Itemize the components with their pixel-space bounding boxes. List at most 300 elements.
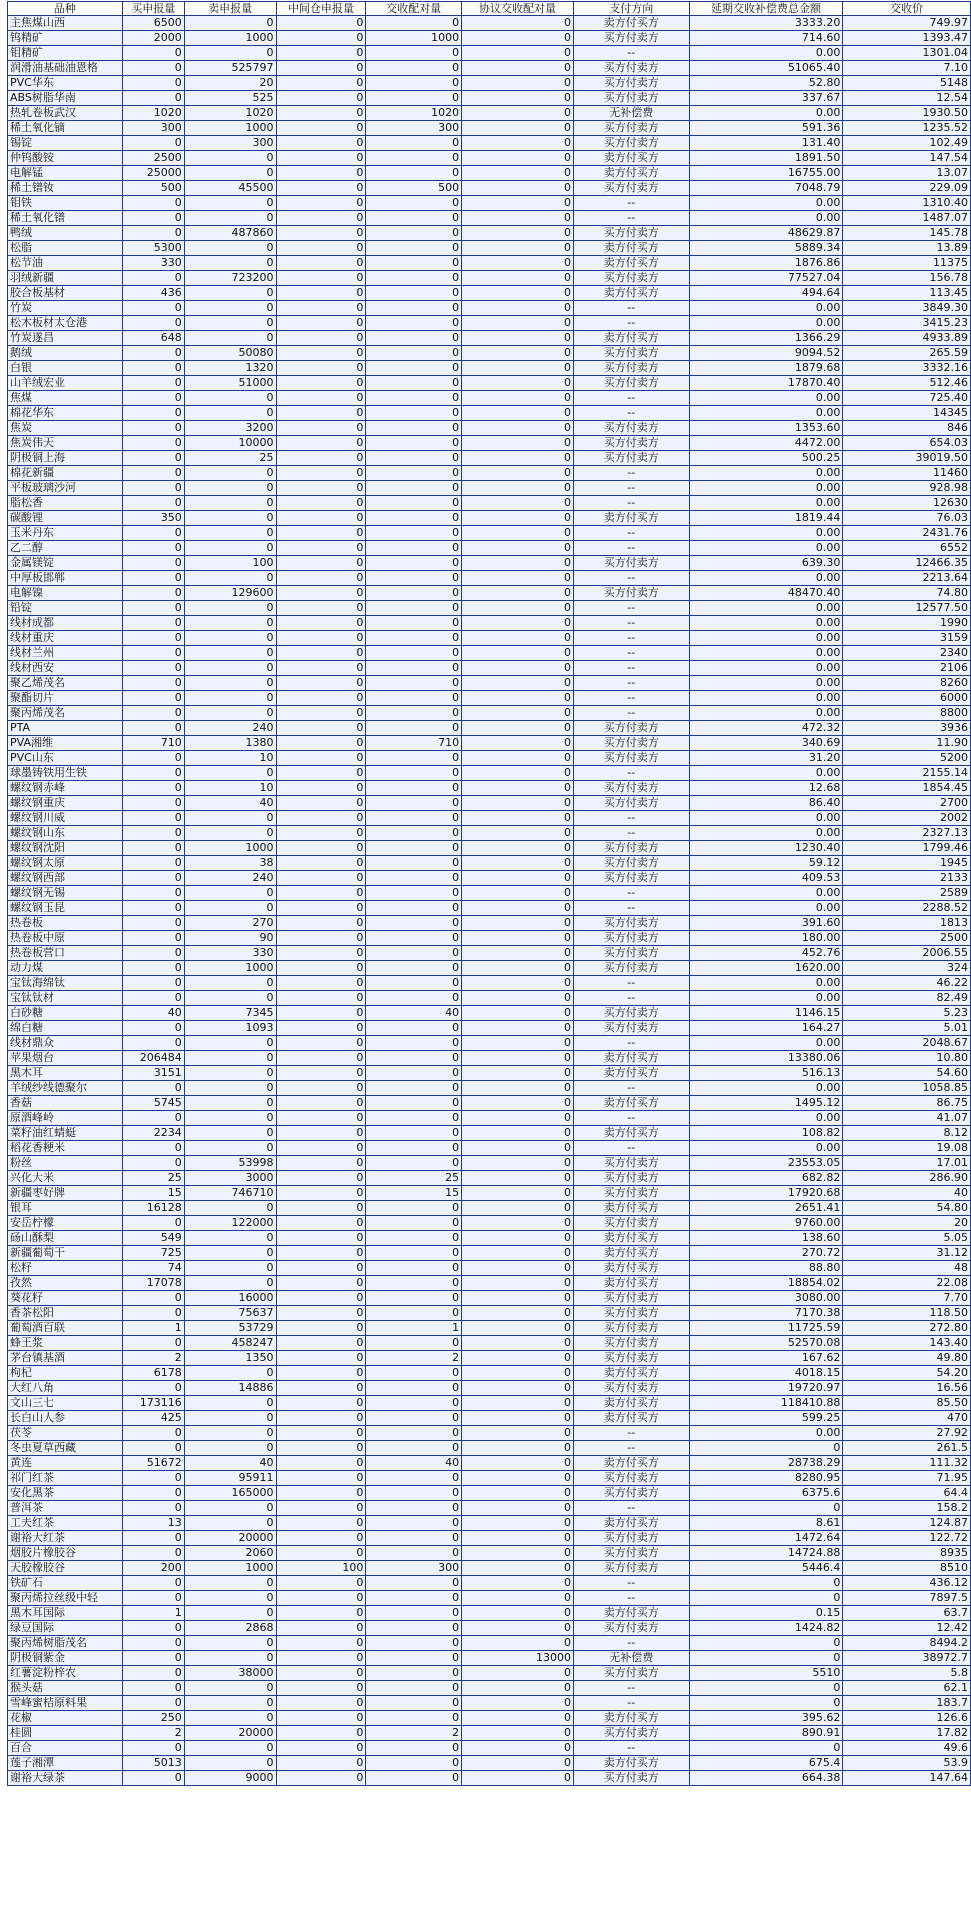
cell-sell-qty: 0: [184, 1111, 276, 1126]
cell-buy-qty: 0: [122, 481, 184, 496]
cell-name: 球墨铸铁用生铁: [8, 766, 123, 781]
cell-agreement-qty: 0: [462, 1576, 574, 1591]
cell-name: 苹果烟台: [8, 1051, 123, 1066]
cell-sell-qty: 1320: [184, 361, 276, 376]
cell-mid-qty: 0: [276, 451, 366, 466]
cell-mid-qty: 0: [276, 1681, 366, 1696]
cell-compensation: 0.00: [689, 661, 843, 676]
cell-pay-direction: 买方付卖方: [573, 1216, 689, 1231]
cell-settle-price: 1945: [843, 856, 971, 871]
cell-sell-qty: 0: [184, 1246, 276, 1261]
cell-sell-qty: 0: [184, 1411, 276, 1426]
cell-compensation: 599.25: [689, 1411, 843, 1426]
cell-pay-direction: --: [573, 406, 689, 421]
cell-agreement-qty: 0: [462, 1066, 574, 1081]
table-row: [8, 961, 971, 976]
table-row: [8, 1246, 971, 1261]
table-row: [8, 301, 971, 316]
cell-match-qty: 0: [366, 1591, 462, 1606]
cell-match-qty: 0: [366, 1306, 462, 1321]
cell-settle-price: 7897.5: [843, 1591, 971, 1606]
cell-pay-direction: 买方付卖方: [573, 1351, 689, 1366]
table-row: [8, 121, 971, 136]
cell-name: 猴头菇: [8, 1681, 123, 1696]
cell-name: PVC华东: [8, 76, 123, 91]
cell-buy-qty: 5013: [122, 1756, 184, 1771]
table-row: [8, 781, 971, 796]
cell-buy-qty: 0: [122, 211, 184, 226]
cell-pay-direction: --: [573, 661, 689, 676]
cell-pay-direction: 买方付卖方: [573, 946, 689, 961]
cell-compensation: 0: [689, 1576, 843, 1591]
cell-match-qty: 40: [366, 1006, 462, 1021]
cell-buy-qty: 0: [122, 601, 184, 616]
cell-settle-price: 2002: [843, 811, 971, 826]
cell-mid-qty: 0: [276, 76, 366, 91]
cell-sell-qty: 51000: [184, 376, 276, 391]
cell-pay-direction: 无补偿费: [573, 1651, 689, 1666]
cell-sell-qty: 9000: [184, 1771, 276, 1786]
cell-buy-qty: 0: [122, 556, 184, 571]
table-row: [8, 1741, 971, 1756]
cell-match-qty: 0: [366, 211, 462, 226]
table-row: [8, 1531, 971, 1546]
cell-settle-price: 749.97: [843, 16, 971, 31]
cell-compensation: 1230.40: [689, 841, 843, 856]
cell-compensation: 0.00: [689, 676, 843, 691]
table-row: [8, 1336, 971, 1351]
cell-name: 山羊绒宏业: [8, 376, 123, 391]
cell-mid-qty: 0: [276, 1456, 366, 1471]
col-header-match-qty: 交收配对量: [366, 2, 462, 16]
cell-compensation: 1819.44: [689, 511, 843, 526]
cell-name: 聚酯切片: [8, 691, 123, 706]
cell-agreement-qty: 0: [462, 1456, 574, 1471]
cell-settle-price: 928.98: [843, 481, 971, 496]
cell-buy-qty: 0: [122, 661, 184, 676]
cell-mid-qty: 0: [276, 1156, 366, 1171]
cell-agreement-qty: 0: [462, 691, 574, 706]
cell-compensation: 0.00: [689, 811, 843, 826]
cell-name: 谢裕大绿茶: [8, 1771, 123, 1786]
cell-match-qty: 0: [366, 916, 462, 931]
cell-compensation: 0.00: [689, 1036, 843, 1051]
cell-buy-qty: 0: [122, 61, 184, 76]
cell-agreement-qty: 0: [462, 706, 574, 721]
cell-buy-qty: 0: [122, 376, 184, 391]
table-row: [8, 571, 971, 586]
cell-buy-qty: 0: [122, 316, 184, 331]
cell-sell-qty: 240: [184, 871, 276, 886]
cell-pay-direction: 买方付卖方: [573, 1726, 689, 1741]
cell-match-qty: 710: [366, 736, 462, 751]
cell-pay-direction: 买方付卖方: [573, 436, 689, 451]
cell-settle-price: 8935: [843, 1546, 971, 1561]
cell-compensation: 0.00: [689, 976, 843, 991]
cell-sell-qty: 0: [184, 901, 276, 916]
cell-agreement-qty: 0: [462, 1756, 574, 1771]
cell-agreement-qty: 0: [462, 211, 574, 226]
cell-agreement-qty: 0: [462, 1021, 574, 1036]
cell-settle-price: 8510: [843, 1561, 971, 1576]
table-row: [8, 376, 971, 391]
cell-match-qty: 0: [366, 1276, 462, 1291]
cell-match-qty: 0: [366, 691, 462, 706]
cell-match-qty: 0: [366, 481, 462, 496]
cell-pay-direction: 买方付卖方: [573, 181, 689, 196]
cell-match-qty: 0: [366, 631, 462, 646]
col-header-sell-qty: 卖申报量: [184, 2, 276, 16]
cell-compensation: 0.00: [689, 901, 843, 916]
cell-mid-qty: 0: [276, 466, 366, 481]
cell-name: 中厚板邯郸: [8, 571, 123, 586]
cell-name: 竹炭: [8, 301, 123, 316]
cell-pay-direction: 买方付卖方: [573, 556, 689, 571]
cell-agreement-qty: 0: [462, 631, 574, 646]
cell-pay-direction: 卖方付买方: [573, 1261, 689, 1276]
cell-buy-qty: 0: [122, 886, 184, 901]
cell-mid-qty: 0: [276, 661, 366, 676]
cell-agreement-qty: 0: [462, 1231, 574, 1246]
cell-name: 孜然: [8, 1276, 123, 1291]
cell-match-qty: 0: [366, 1066, 462, 1081]
cell-settle-price: 8.12: [843, 1126, 971, 1141]
cell-compensation: 0.00: [689, 46, 843, 61]
cell-buy-qty: 0: [122, 361, 184, 376]
cell-settle-price: 12577.50: [843, 601, 971, 616]
cell-settle-price: 8800: [843, 706, 971, 721]
cell-agreement-qty: 0: [462, 1096, 574, 1111]
cell-match-qty: 0: [366, 886, 462, 901]
cell-buy-qty: 0: [122, 1591, 184, 1606]
cell-settle-price: 512.46: [843, 376, 971, 391]
cell-compensation: 48470.40: [689, 586, 843, 601]
cell-settle-price: 1799.46: [843, 841, 971, 856]
cell-compensation: 0: [689, 1696, 843, 1711]
cell-name: 宝钛海绵钛: [8, 976, 123, 991]
cell-match-qty: 0: [366, 1486, 462, 1501]
cell-mid-qty: 0: [276, 391, 366, 406]
cell-settle-price: 11375: [843, 256, 971, 271]
cell-pay-direction: 卖方付买方: [573, 286, 689, 301]
cell-buy-qty: 300: [122, 121, 184, 136]
cell-match-qty: 40: [366, 1456, 462, 1471]
cell-pay-direction: --: [573, 691, 689, 706]
table-row: [8, 721, 971, 736]
cell-settle-price: 5200: [843, 751, 971, 766]
cell-mid-qty: 0: [276, 931, 366, 946]
cell-pay-direction: 买方付卖方: [573, 1336, 689, 1351]
cell-match-qty: 0: [366, 766, 462, 781]
cell-pay-direction: 卖方付买方: [573, 1231, 689, 1246]
cell-sell-qty: 0: [184, 1126, 276, 1141]
table-row: [8, 1321, 971, 1336]
cell-agreement-qty: 0: [462, 286, 574, 301]
cell-pay-direction: 买方付卖方: [573, 736, 689, 751]
cell-settle-price: 143.40: [843, 1336, 971, 1351]
cell-name: 热卷板营口: [8, 946, 123, 961]
cell-agreement-qty: 0: [462, 46, 574, 61]
cell-compensation: 118410.88: [689, 1396, 843, 1411]
cell-sell-qty: 0: [184, 571, 276, 586]
cell-compensation: 5889.34: [689, 241, 843, 256]
cell-buy-qty: 1: [122, 1606, 184, 1621]
cell-name: 聚丙烯拉丝级中轻: [8, 1591, 123, 1606]
cell-buy-qty: 0: [122, 1336, 184, 1351]
table-row: [8, 1636, 971, 1651]
cell-compensation: 675.4: [689, 1756, 843, 1771]
cell-mid-qty: 0: [276, 1261, 366, 1276]
cell-pay-direction: --: [573, 1696, 689, 1711]
cell-match-qty: 0: [366, 1291, 462, 1306]
cell-mid-qty: 0: [276, 811, 366, 826]
cell-sell-qty: 0: [184, 811, 276, 826]
table-row: [8, 1351, 971, 1366]
cell-match-qty: 0: [366, 1111, 462, 1126]
cell-mid-qty: 0: [276, 1246, 366, 1261]
cell-mid-qty: 0: [276, 481, 366, 496]
cell-pay-direction: --: [573, 196, 689, 211]
cell-mid-qty: 0: [276, 106, 366, 121]
cell-mid-qty: 0: [276, 676, 366, 691]
table-row: [8, 1171, 971, 1186]
cell-match-qty: 0: [366, 1576, 462, 1591]
cell-match-qty: 0: [366, 1141, 462, 1156]
cell-settle-price: 10.80: [843, 1051, 971, 1066]
cell-mid-qty: 0: [276, 496, 366, 511]
cell-buy-qty: 0: [122, 301, 184, 316]
cell-agreement-qty: 0: [462, 901, 574, 916]
cell-agreement-qty: 0: [462, 1336, 574, 1351]
cell-name: 线材重庆: [8, 631, 123, 646]
cell-pay-direction: --: [573, 466, 689, 481]
cell-name: 黄连: [8, 1456, 123, 1471]
cell-match-qty: 0: [366, 541, 462, 556]
cell-mid-qty: 0: [276, 406, 366, 421]
col-header-agreement-qty: 协议交收配对量: [462, 2, 574, 16]
cell-mid-qty: 0: [276, 1576, 366, 1591]
cell-mid-qty: 0: [276, 1741, 366, 1756]
table-row: [8, 151, 971, 166]
table-row: [8, 1111, 971, 1126]
cell-buy-qty: 725: [122, 1246, 184, 1261]
table-row: [8, 931, 971, 946]
settlement-table: [7, 1, 971, 1786]
table-row: [8, 856, 971, 871]
cell-compensation: 0.00: [689, 886, 843, 901]
cell-pay-direction: 买方付卖方: [573, 916, 689, 931]
cell-sell-qty: 0: [184, 211, 276, 226]
cell-pay-direction: --: [573, 1036, 689, 1051]
table-row: [8, 511, 971, 526]
cell-match-qty: 0: [366, 1681, 462, 1696]
cell-mid-qty: 0: [276, 1426, 366, 1441]
cell-compensation: 1472.64: [689, 1531, 843, 1546]
cell-match-qty: 0: [366, 1036, 462, 1051]
cell-name: 线材成都: [8, 616, 123, 631]
cell-compensation: 8280.95: [689, 1471, 843, 1486]
cell-mid-qty: 0: [276, 1231, 366, 1246]
cell-mid-qty: 0: [276, 871, 366, 886]
cell-agreement-qty: 0: [462, 1036, 574, 1051]
cell-sell-qty: 0: [184, 1396, 276, 1411]
cell-agreement-qty: 0: [462, 256, 574, 271]
cell-agreement-qty: 0: [462, 406, 574, 421]
table-row: [8, 1426, 971, 1441]
cell-sell-qty: 0: [184, 406, 276, 421]
cell-sell-qty: 458247: [184, 1336, 276, 1351]
cell-match-qty: 0: [366, 286, 462, 301]
cell-sell-qty: 0: [184, 601, 276, 616]
cell-settle-price: 12.54: [843, 91, 971, 106]
cell-mid-qty: 0: [276, 1651, 366, 1666]
cell-pay-direction: 买方付卖方: [573, 586, 689, 601]
cell-mid-qty: 0: [276, 856, 366, 871]
cell-settle-price: 2431.76: [843, 526, 971, 541]
cell-mid-qty: 0: [276, 751, 366, 766]
cell-match-qty: 0: [366, 976, 462, 991]
cell-compensation: 0: [689, 1441, 843, 1456]
cell-settle-price: 124.87: [843, 1516, 971, 1531]
cell-name: 棉花华东: [8, 406, 123, 421]
cell-buy-qty: 0: [122, 526, 184, 541]
cell-settle-price: 725.40: [843, 391, 971, 406]
cell-agreement-qty: 0: [462, 421, 574, 436]
cell-settle-price: 1990: [843, 616, 971, 631]
cell-buy-qty: 0: [122, 751, 184, 766]
cell-buy-qty: 51672: [122, 1456, 184, 1471]
cell-sell-qty: 0: [184, 631, 276, 646]
cell-compensation: 7170.38: [689, 1306, 843, 1321]
cell-settle-price: 48: [843, 1261, 971, 1276]
cell-name: 热轧卷板武汉: [8, 106, 123, 121]
cell-settle-price: 286.90: [843, 1171, 971, 1186]
cell-match-qty: 0: [366, 76, 462, 91]
cell-sell-qty: 20000: [184, 1531, 276, 1546]
cell-compensation: 0.00: [689, 526, 843, 541]
cell-mid-qty: 0: [276, 1666, 366, 1681]
cell-name: 谢裕大红茶: [8, 1531, 123, 1546]
cell-buy-qty: 0: [122, 571, 184, 586]
cell-match-qty: 0: [366, 751, 462, 766]
cell-agreement-qty: 0: [462, 1171, 574, 1186]
cell-mid-qty: 0: [276, 1111, 366, 1126]
cell-mid-qty: 0: [276, 1531, 366, 1546]
cell-name: 大红八角: [8, 1381, 123, 1396]
cell-settle-price: 1854.45: [843, 781, 971, 796]
cell-compensation: 0.00: [689, 1081, 843, 1096]
cell-agreement-qty: 0: [462, 331, 574, 346]
cell-match-qty: 0: [366, 316, 462, 331]
cell-match-qty: 0: [366, 1021, 462, 1036]
table-row: [8, 406, 971, 421]
cell-compensation: 395.62: [689, 1711, 843, 1726]
cell-match-qty: 0: [366, 856, 462, 871]
cell-match-qty: 300: [366, 1561, 462, 1576]
cell-sell-qty: 0: [184, 541, 276, 556]
cell-settle-price: 38972.7: [843, 1651, 971, 1666]
cell-match-qty: 0: [366, 1081, 462, 1096]
cell-compensation: 167.62: [689, 1351, 843, 1366]
table-row: [8, 1066, 971, 1081]
cell-match-qty: 1000: [366, 31, 462, 46]
cell-mid-qty: 0: [276, 136, 366, 151]
cell-settle-price: 5.01: [843, 1021, 971, 1036]
table-row: [8, 331, 971, 346]
table-row: [8, 916, 971, 931]
cell-compensation: 0.00: [689, 601, 843, 616]
cell-settle-price: 54.60: [843, 1066, 971, 1081]
cell-settle-price: 6552: [843, 541, 971, 556]
cell-mid-qty: 0: [276, 211, 366, 226]
table-row: [8, 316, 971, 331]
cell-agreement-qty: 0: [462, 1291, 574, 1306]
cell-sell-qty: 90: [184, 931, 276, 946]
cell-sell-qty: 0: [184, 481, 276, 496]
cell-name: 焦炭伟天: [8, 436, 123, 451]
cell-sell-qty: 45500: [184, 181, 276, 196]
cell-sell-qty: 0: [184, 706, 276, 721]
cell-match-qty: 500: [366, 181, 462, 196]
cell-match-qty: 0: [366, 376, 462, 391]
cell-agreement-qty: 0: [462, 511, 574, 526]
cell-settle-price: 122.72: [843, 1531, 971, 1546]
cell-name: 茅台镇基酒: [8, 1351, 123, 1366]
cell-agreement-qty: 0: [462, 466, 574, 481]
cell-match-qty: 0: [366, 661, 462, 676]
cell-compensation: 472.32: [689, 721, 843, 736]
cell-sell-qty: 1000: [184, 961, 276, 976]
cell-agreement-qty: 0: [462, 826, 574, 841]
cell-sell-qty: 53998: [184, 1156, 276, 1171]
cell-buy-qty: 0: [122, 1696, 184, 1711]
cell-settle-price: 22.08: [843, 1276, 971, 1291]
cell-mid-qty: 0: [276, 46, 366, 61]
cell-match-qty: 0: [366, 586, 462, 601]
cell-settle-price: 1058.85: [843, 1081, 971, 1096]
cell-name: 主焦煤山西: [8, 16, 123, 31]
cell-name: 天胶橡胶谷: [8, 1561, 123, 1576]
cell-pay-direction: --: [573, 571, 689, 586]
cell-agreement-qty: 0: [462, 496, 574, 511]
cell-name: 银耳: [8, 1201, 123, 1216]
cell-match-qty: 0: [366, 466, 462, 481]
cell-compensation: 3333.20: [689, 16, 843, 31]
cell-match-qty: 0: [366, 1381, 462, 1396]
cell-compensation: 9094.52: [689, 346, 843, 361]
cell-match-qty: 0: [366, 1261, 462, 1276]
cell-agreement-qty: 0: [462, 1561, 574, 1576]
cell-buy-qty: 0: [122, 1681, 184, 1696]
cell-agreement-qty: 0: [462, 1111, 574, 1126]
cell-sell-qty: 122000: [184, 1216, 276, 1231]
cell-buy-qty: 0: [122, 391, 184, 406]
cell-settle-price: 470: [843, 1411, 971, 1426]
cell-settle-price: 2589: [843, 886, 971, 901]
cell-buy-qty: 0: [122, 811, 184, 826]
col-header-name: 品种: [8, 2, 123, 16]
cell-sell-qty: 0: [184, 526, 276, 541]
cell-mid-qty: 0: [276, 826, 366, 841]
cell-match-qty: 0: [366, 826, 462, 841]
cell-mid-qty: 0: [276, 271, 366, 286]
cell-match-qty: 0: [366, 1126, 462, 1141]
cell-mid-qty: 0: [276, 901, 366, 916]
cell-name: 铅锭: [8, 601, 123, 616]
cell-buy-qty: 0: [122, 796, 184, 811]
cell-pay-direction: 卖方付买方: [573, 331, 689, 346]
cell-agreement-qty: 0: [462, 181, 574, 196]
